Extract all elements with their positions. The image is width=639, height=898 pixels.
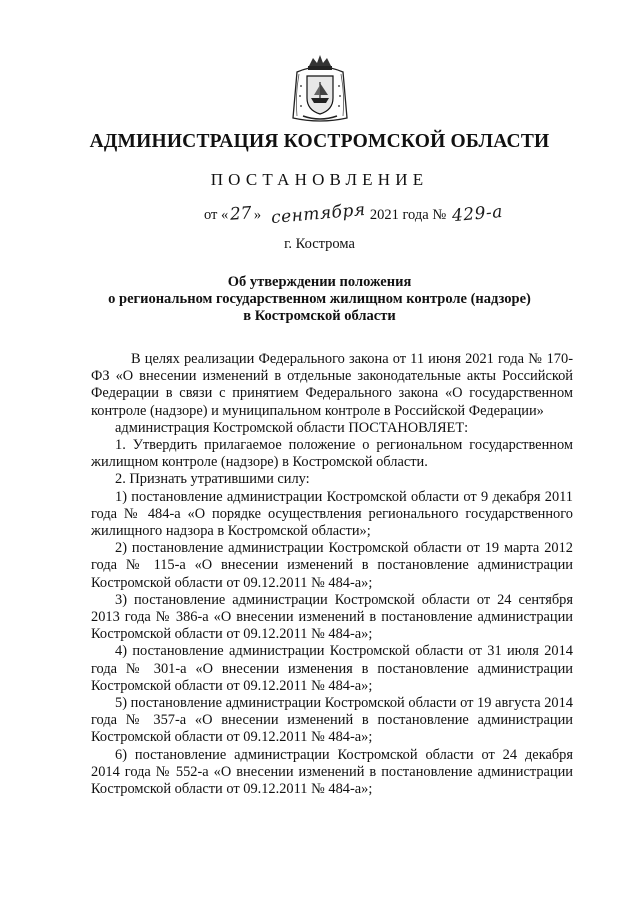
- date-year-text: 2021 года №: [369, 207, 447, 223]
- repealed-item-2: 2) постановление администрации Костромской области от 19 марта 2012 года № 115-а «О внесении изменений в постановление администрации Костромской области от 09.12.2011 № 484-а»;: [91, 540, 573, 591]
- coat-of-arms-icon: [287, 52, 353, 124]
- clause-1: 1. Утвердить прилагаемое положение о региональном государственном жилищном контроле (надзоре) в Костромской области.: [91, 437, 573, 471]
- handwritten-doc-number: 429-а: [451, 201, 504, 227]
- subject-line-2: о региональном государственном жилищном контроле (надзоре): [108, 291, 531, 307]
- repealed-item-5: 5) постановление администрации Костромской области от 19 августа 2014 года № 357-а «О внесении изменений в постановление администрации Костромской области от 09.12.2011 № 484-а»;: [91, 695, 573, 746]
- document-body: [91, 351, 573, 798]
- repealed-item-4: 4) постановление администрации Костромской области от 31 июля 2014 года № 301-а «О внесении изменения в постановление администрации Костромской области от 09.12.2011 № 484-а»;: [91, 643, 573, 694]
- document-subject: [0, 274, 639, 325]
- repealed-item-6: 6) постановление администрации Костромской области от 24 декабря 2014 года № 552-а «О внесении изменений в постановление администрации Костромской области от 09.12.2011 № 484-а»;: [91, 746, 573, 798]
- repealed-item-3: 3) постановление администрации Костромской области от 24 сентября 2013 года № 386-а «О внесении изменений в постановление администрации Костромской области от 09.12.2011 № 484-а»;: [91, 591, 573, 643]
- document-type-heading: ПОСТАНОВЛЕНИЕ: [210, 170, 429, 189]
- handwritten-month: сентября: [270, 199, 367, 229]
- preamble-paragraph: В целях реализации Федерального закона от 11 июня 2021 года № 170-ФЗ «О внесении изменений в отдельные законодательные акты Российской Федерации в связи с принятием Федерального закона «О государственном контроле (надзоре) и муниципальном контроле в Российской Федерации»: [91, 351, 573, 419]
- date-mid: »: [253, 207, 262, 223]
- city-line: г. Кострома: [284, 236, 355, 252]
- repealed-item-1: 1) постановление администрации Костромской области от 9 декабря 2011 года № 484-а «О порядке осуществления регионального государственного жилищного надзора в Костромской области»;: [91, 488, 573, 540]
- resolves-paragraph: администрация Костромской области ПОСТАНОВЛЯЕТ:: [115, 419, 469, 436]
- organization-title: АДМИНИСТРАЦИЯ КОСТРОМСКОЙ ОБЛАСТИ: [89, 131, 550, 152]
- date-prefix: от «: [204, 207, 229, 223]
- subject-line-3: в Костромской области: [243, 308, 396, 324]
- date-number-line: [204, 199, 504, 229]
- subject-line-1: Об утверждении положения: [227, 274, 412, 290]
- clause-2: 2. Признать утратившими силу:: [115, 471, 310, 488]
- handwritten-day: 27: [229, 203, 253, 225]
